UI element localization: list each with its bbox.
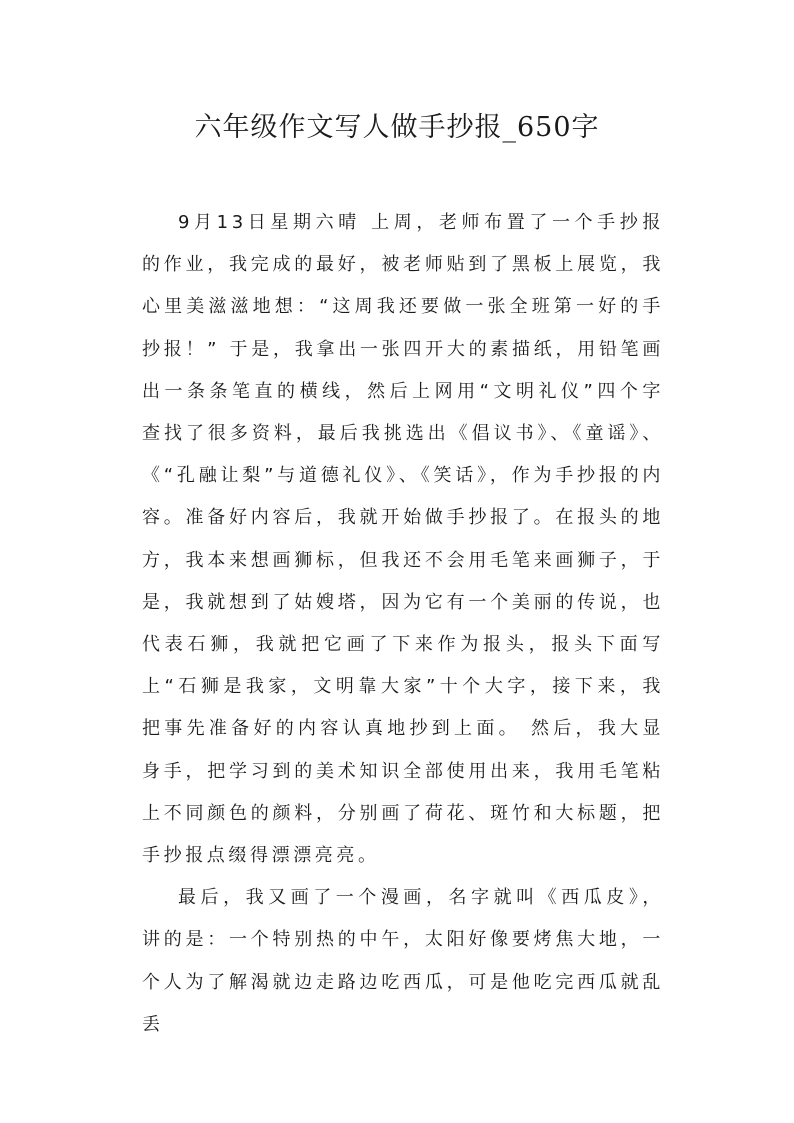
paragraph: 最后，我又画了一个漫画，名字就叫《西瓜皮》，讲的是：一个特别热的中午，太阳好像要烤焦大地，一个人为了解渴就边走路边吃西瓜，可是他吃完西瓜就乱丢 (142, 887, 664, 1035)
document-title: 六年级作文写人做手抄报_650字 (194, 112, 600, 143)
paragraph: 9月13日星期六晴 上周，老师布置了一个手抄报的作业，我完成的最好，被老师贴到了黑板上展览，我心里美滋滋地想：“这周我还要做一张全班第一好的手抄报！” 于是，我拿出一张四开大的素描纸，用铅笔画出一条条笔直的横线，然后上网用“文明礼仪”四个字查找了很多资料，最后我挑选出《倡议书》、《童谣》、《“孔融让梨”与道德礼仪》、《笑话》，作为手抄报的内容。准备好内容后，我就开始做手抄报了。在报头的地方，我本来想画狮标，但我还不会用毛笔来画狮子，于是，我就想到了姑嫂塔，因为它有一个美丽的传说，也代表石狮，我就把它画了下来作为报头，报头下面写上“石狮是我家，文明靠大家”十个大字，接下来，我把事先准备好的内容认真地抄到上面。 然后，我大显身手，把学习到的美术知识全部使用出来，我用毛笔粘上不同颜色的颜料，分别画了荷花、斑竹和大标题，把手抄报点缀得漂漂亮亮。 (142, 212, 664, 867)
document-body (142, 202, 664, 1046)
